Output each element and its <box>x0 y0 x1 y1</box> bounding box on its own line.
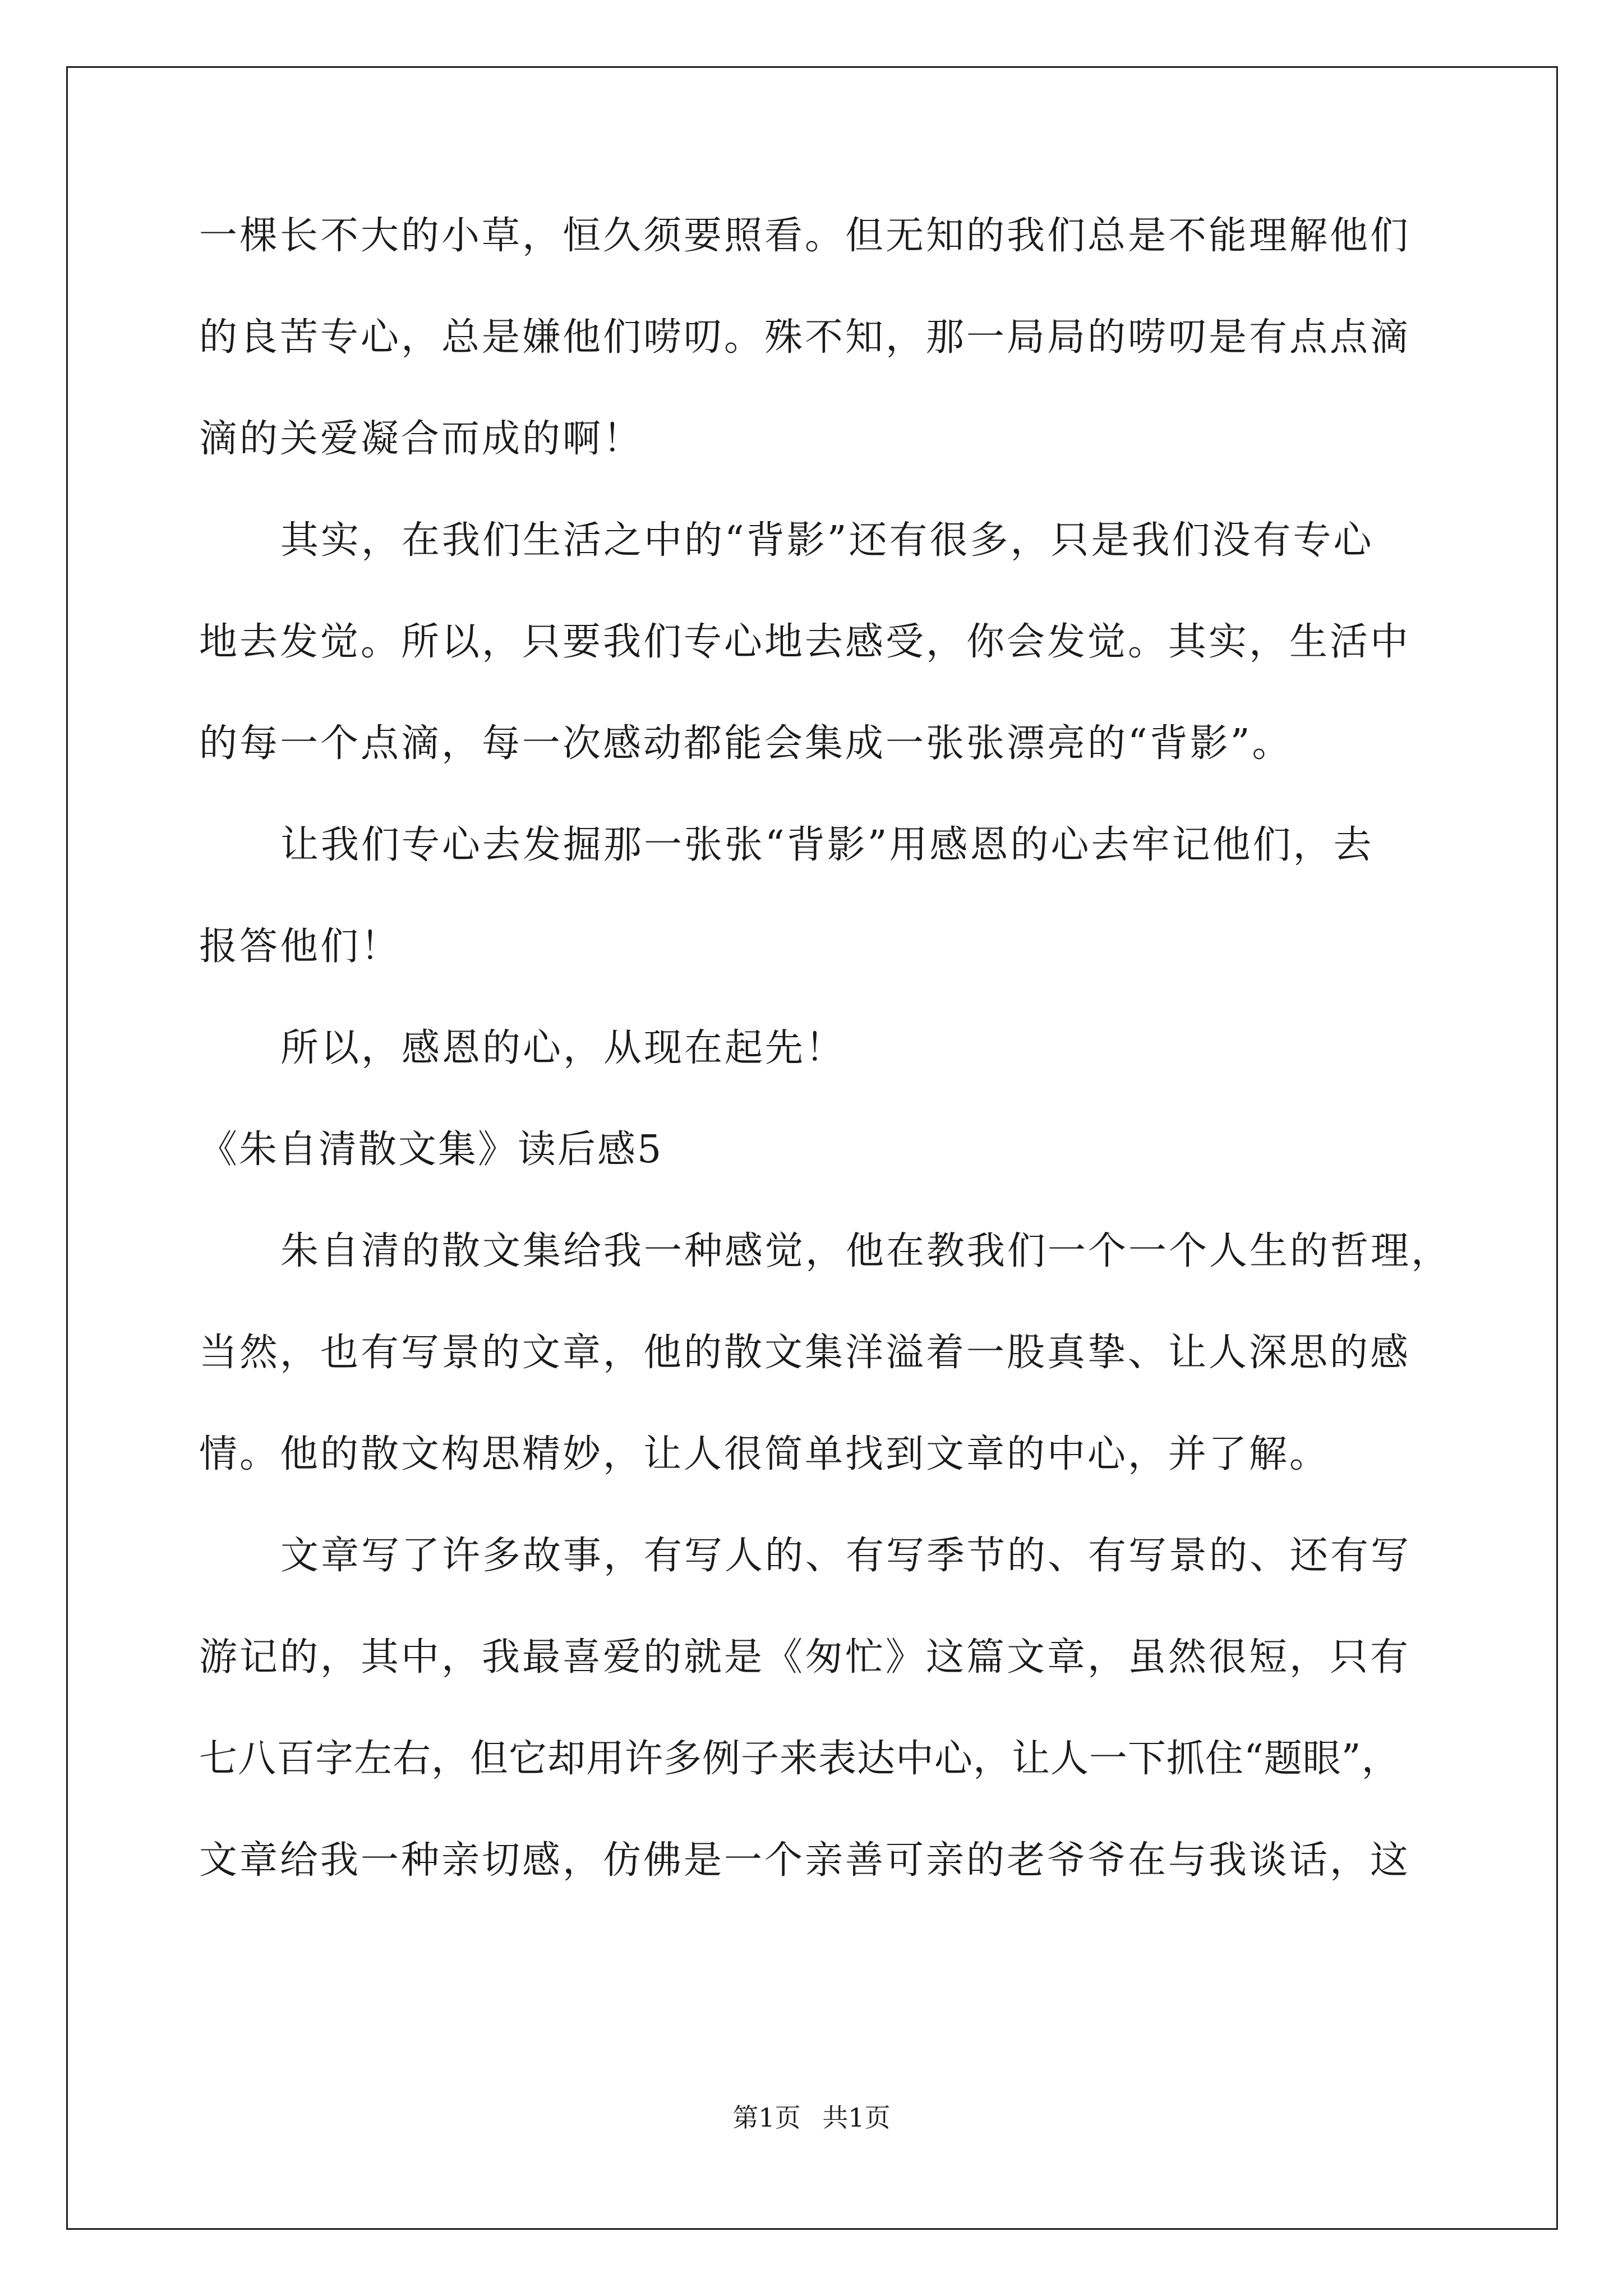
paragraph-start-line: 其实，在我们生活之中的“背影”还有很多，只是我们没有专心 <box>280 518 1374 563</box>
text-line: 文章给我一种亲切感，仿佛是一个亲善可亲的老爷爷在与我谈话，这 <box>199 1838 1411 1883</box>
text-line: 地去发觉。所以，只要我们专心地去感受，你会发觉。其实，生活中 <box>199 620 1411 664</box>
paragraph-start-line: 让我们专心去发掘那一张张“背影”用感恩的心去牢记他们，去 <box>280 823 1374 867</box>
text-line: 当然，也有写景的文章，他的散文集洋溢着一股真挚、让人深思的感 <box>199 1331 1411 1375</box>
text-line: 滴的关爱凝合而成的啊！ <box>199 417 644 461</box>
text-line: 游记的，其中，我最喜爱的就是《匆忙》这篇文章，虽然很短，只有 <box>199 1635 1411 1680</box>
paragraph-start-line: 朱自清的散文集给我一种感觉，他在教我们一个一个人生的哲理， <box>280 1229 1452 1273</box>
paragraph-start-line: 所以，感恩的心，从现在起先！ <box>280 1026 846 1070</box>
page-number: 第1页 <box>732 2102 801 2133</box>
text-line: 的良苦专心，总是嫌他们唠叨。殊不知，那一局局的唠叨是有点点滴 <box>199 315 1411 360</box>
page-footer <box>0 2101 1623 2134</box>
text-line: 情。他的散文构思精妙，让人很简单找到文章的中心，并了解。 <box>199 1432 1330 1476</box>
document-body <box>199 185 1489 1911</box>
text-line: 报答他们！ <box>199 924 402 969</box>
text-line: 的每一个点滴，每一次感动都能会集成一张张漂亮的“背影”。 <box>199 721 1293 766</box>
paragraph-start-line: 文章写了许多故事，有写人的、有写季节的、有写景的、还有写 <box>280 1534 1412 1578</box>
section-title: 《朱自清散文集》读后感5 <box>199 1128 663 1172</box>
page-total: 共1页 <box>822 2102 891 2133</box>
text-line: 一棵长不大的小草，恒久须要照看。但无知的我们总是不能理解他们 <box>199 214 1411 258</box>
text-line: 七八百字左右，但它却用许多例子来表达中心，让人一下抓住“题眼”， <box>199 1737 1400 1781</box>
